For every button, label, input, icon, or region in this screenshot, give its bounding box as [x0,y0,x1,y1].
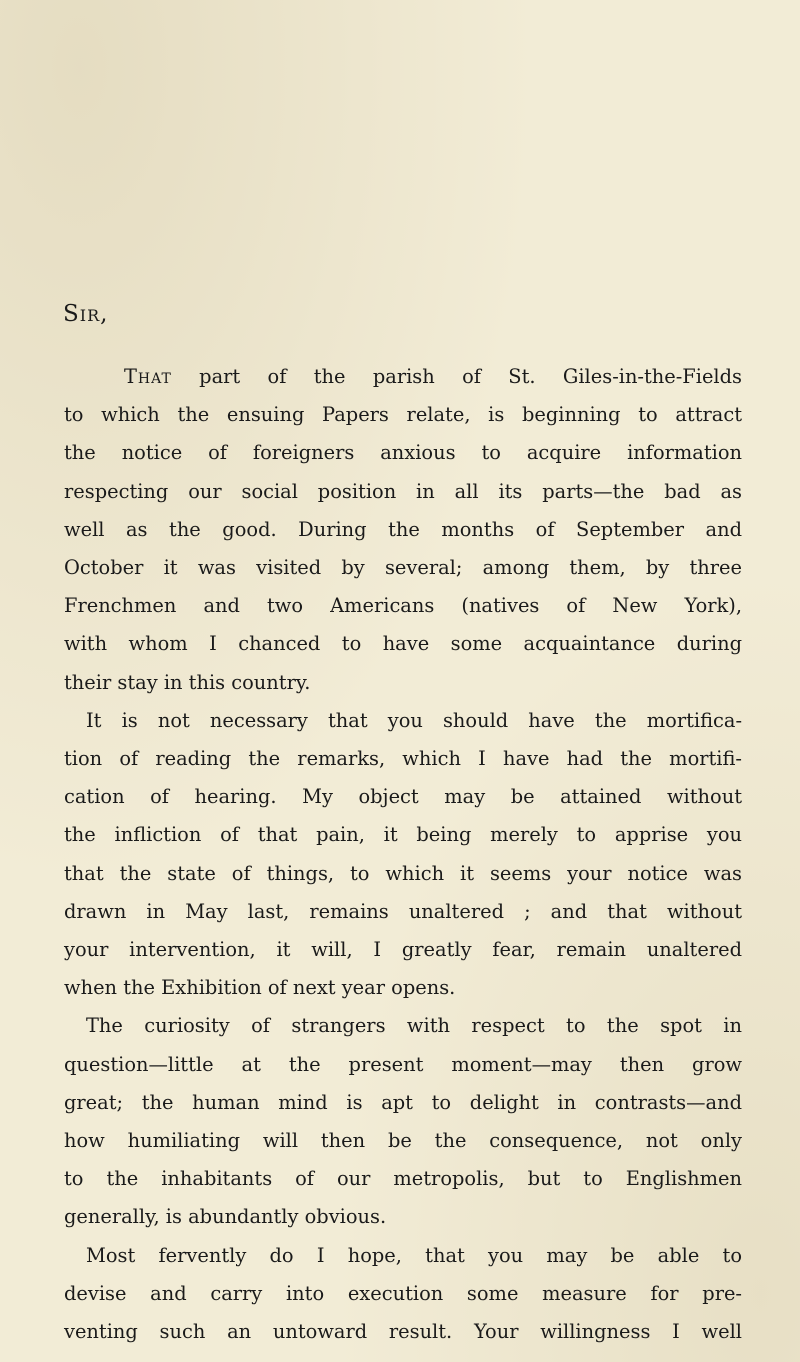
text-line: when the Exhibition of next year opens. [64,976,456,1000]
paragraph-1 [64,358,742,702]
text-line: to the inhabitants of our metropolis, but to Englishmen [64,1167,742,1191]
text-line: how humiliating will then be the consequence, not only [64,1129,742,1153]
letter-body [64,358,742,1351]
text-line: generally, is abundantly obvious. [64,1205,387,1229]
text-line: That part of the parish of St. Giles-in-the-Fields [124,365,742,388]
paragraph-2 [64,702,742,1008]
text-line: respecting our social position in all its parts—the bad as [64,479,742,503]
text-line: the infliction of that pain, it being merely to apprise you [64,823,742,847]
text-line: October it was visited by several; among them, by three [64,556,742,580]
text-line: drawn in May last, remains unaltered ; and that without [64,899,742,923]
text-line: your intervention, it will, I greatly fear, remain unaltered [64,938,742,962]
text-line: tion of reading the remarks, which I have had the mortifi- [64,747,742,771]
text-line: their stay in this country. [64,670,311,694]
text-line: venting such an untoward result. Your willingness I well [64,1320,742,1344]
text-line: Most fervently do I hope, that you may be able to [86,1243,742,1267]
text-line: great; the human mind is apt to delight in contrasts—and [64,1090,742,1114]
text-line: question—little at the present moment—may then grow [64,1052,742,1076]
text-line: the notice of foreigners anxious to acquire information [64,441,742,465]
text-line: to which the ensuing Papers relate, is beginning to attract [64,403,742,427]
paragraph-4 [64,1237,742,1352]
text-line: Frenchmen and two Americans (natives of New York), [64,594,742,618]
lead-word: That [124,365,172,388]
text-line: well as the good. During the months of September and [64,517,742,541]
text-line: that the state of things, to which it seems your notice was [64,861,742,885]
text-line: cation of hearing. My object may be attained without [64,785,742,809]
text-line: The curiosity of strangers with respect to the spot in [86,1014,742,1038]
text-line: with whom I chanced to have some acquaintance during [64,632,742,656]
text-line: devise and carry into execution some measure for pre- [64,1281,742,1305]
text-line: It is not necessary that you should have the mortifica- [86,708,742,732]
paragraph-3 [64,1007,742,1236]
salutation: Sir, [63,301,109,327]
